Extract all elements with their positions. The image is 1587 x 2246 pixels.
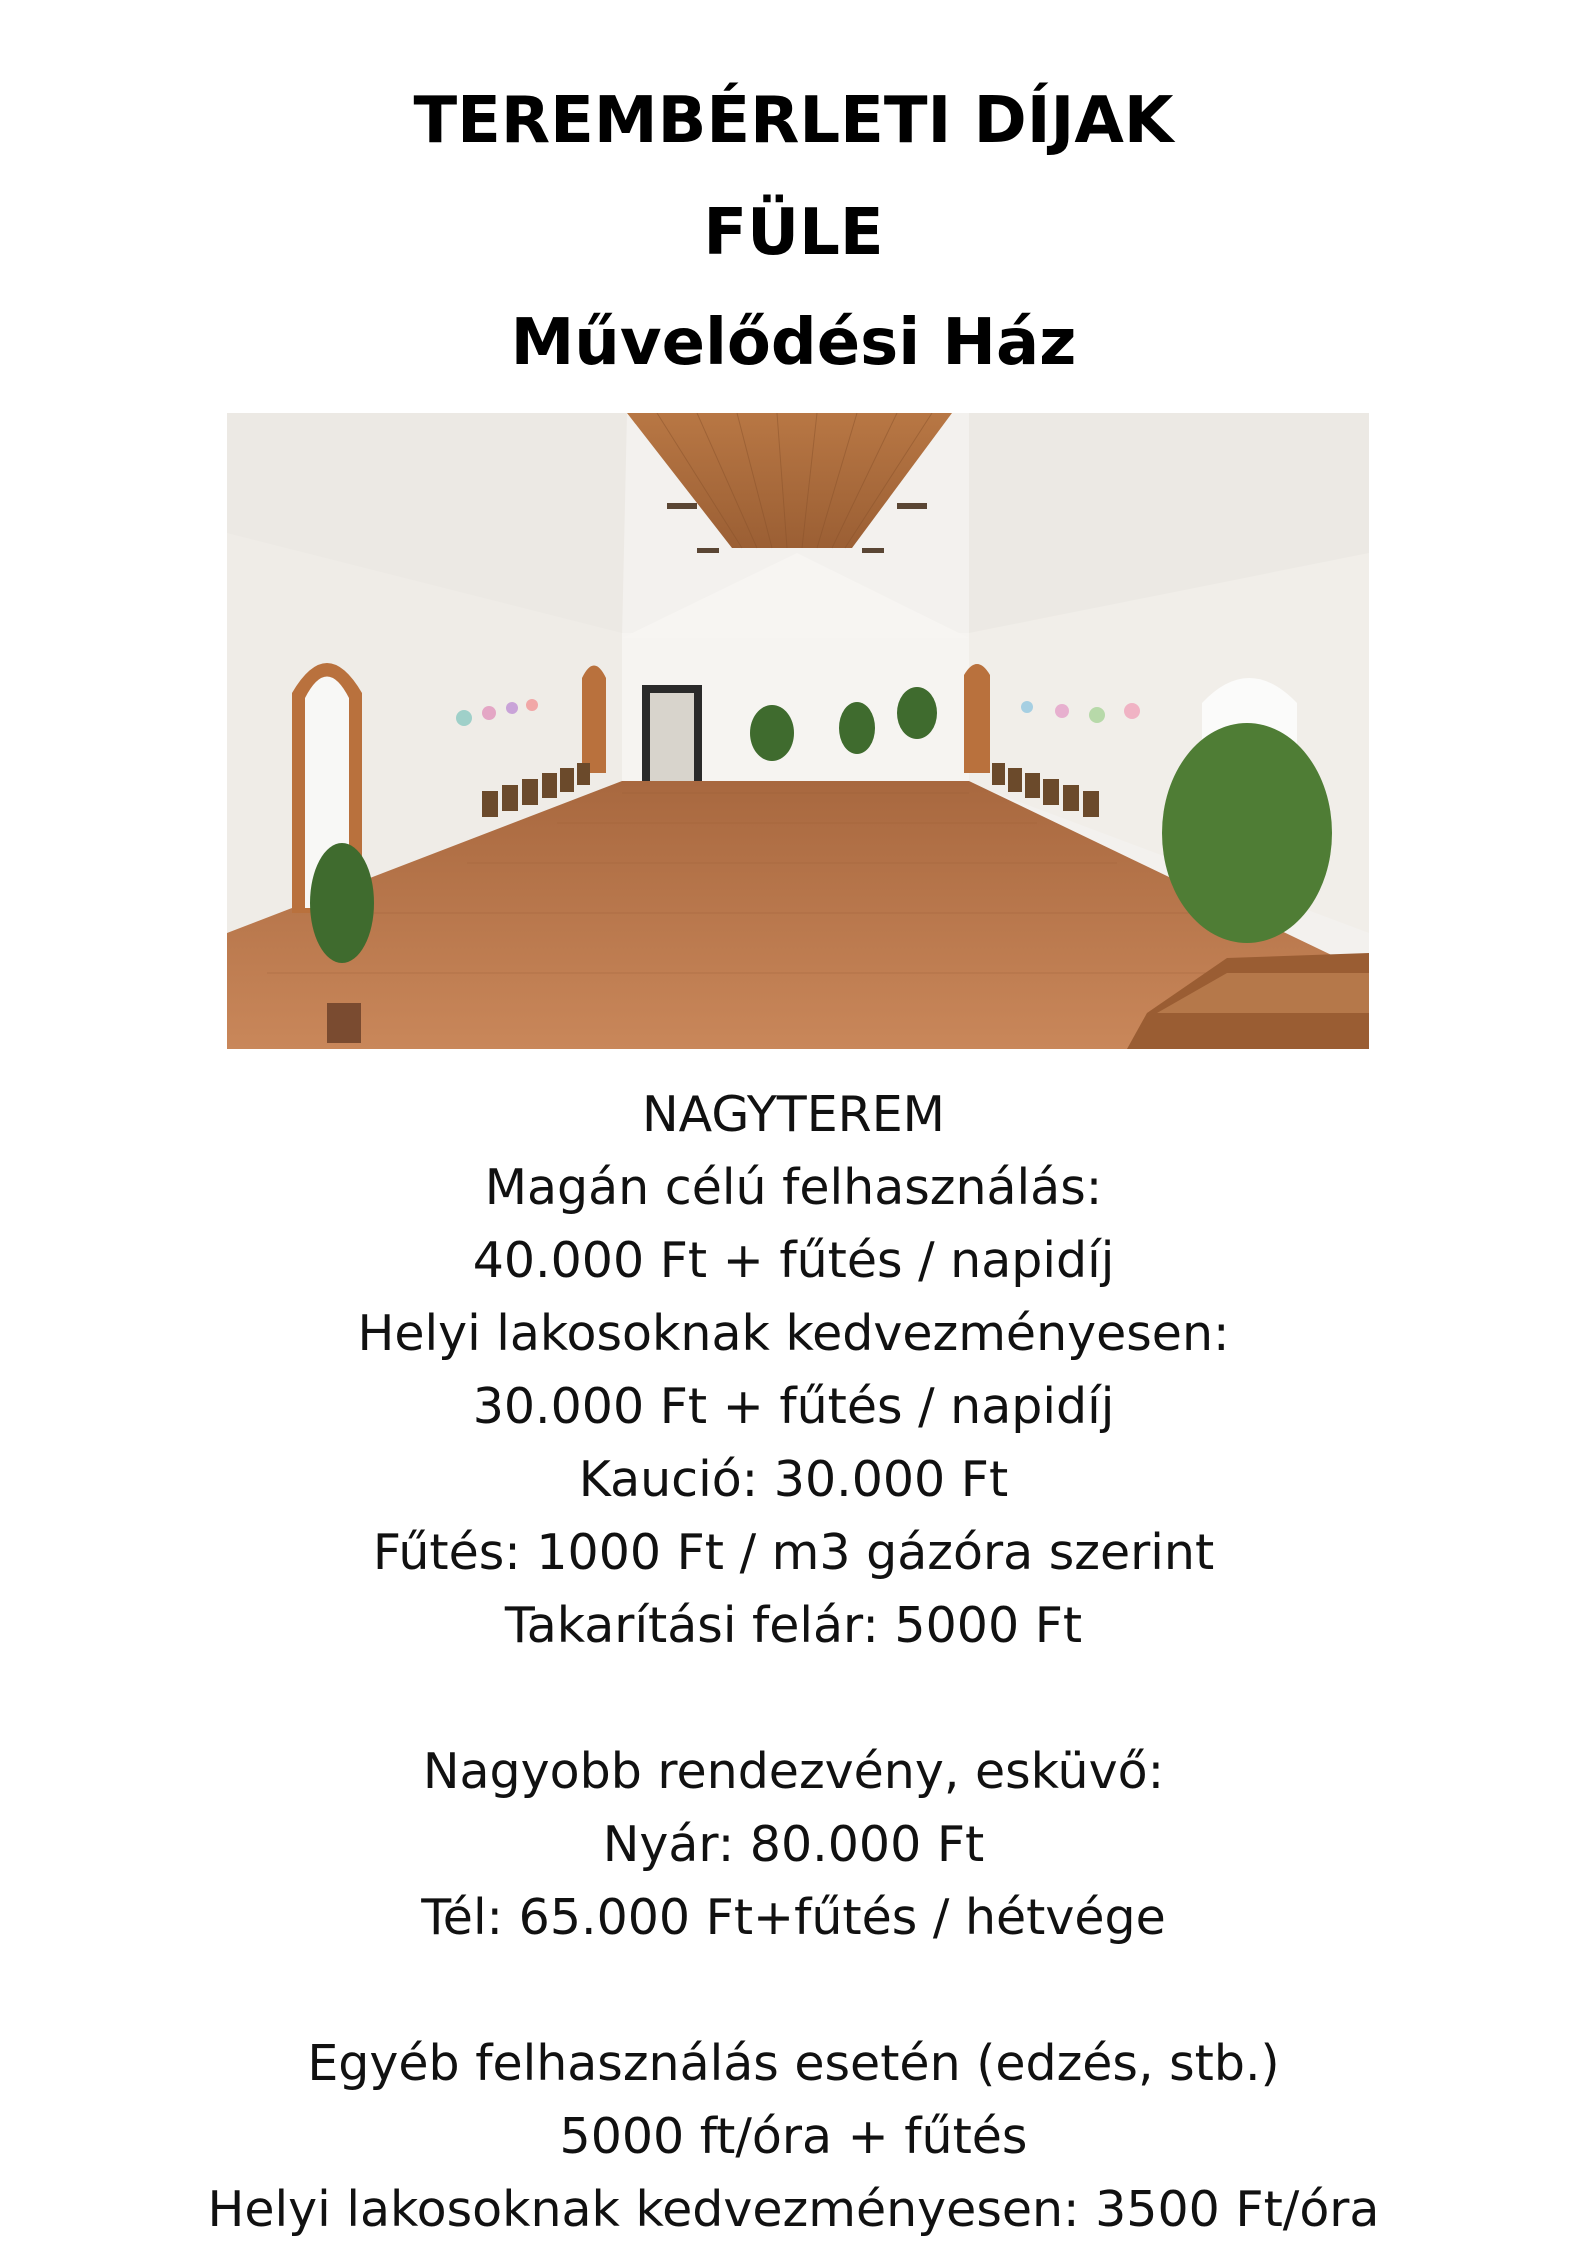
event-label: Nagyobb rendezvény, esküvő: [422,1743,1165,1800]
other-use-label: Egyéb felhasználás esetén (edzés, stb.) [307,2035,1280,2092]
deposit-line: Kaució: 30.000 Ft [578,1451,1009,1508]
local-resident-label: Helyi lakosoknak kedvezményesen: [357,1305,1230,1362]
hall-name: NAGYTEREM [642,1086,945,1143]
spacer [0,1662,1587,1735]
page-subtitle-location: FÜLE [703,196,884,270]
pricing-section [0,1078,1587,2246]
page-subtitle-venue: Művelődési Ház [510,306,1077,380]
page-title: TEREMBÉRLETI DÍJAK [413,84,1174,158]
other-use-price: 5000 ft/óra + fűtés [559,2108,1028,2165]
summer-price: Nyár: 80.000 Ft [602,1816,985,1873]
cleaning-fee-line: Takarítási felár: 5000 Ft [504,1597,1083,1654]
local-resident-price: 30.000 Ft + fűtés / napidíj [472,1378,1115,1435]
other-use-local-price: Helyi lakosoknak kedvezményesen: 3500 Ft/óra [207,2181,1380,2238]
private-use-label: Magán célú felhasználás: [484,1159,1103,1216]
spacer [0,1954,1587,2027]
hall-photo [227,413,1369,1049]
private-use-price: 40.000 Ft + fűtés / napidíj [472,1232,1115,1289]
heating-line: Fűtés: 1000 Ft / m3 gázóra szerint [372,1524,1215,1581]
winter-price: Tél: 65.000 Ft+fűtés / hétvége [421,1889,1166,1946]
